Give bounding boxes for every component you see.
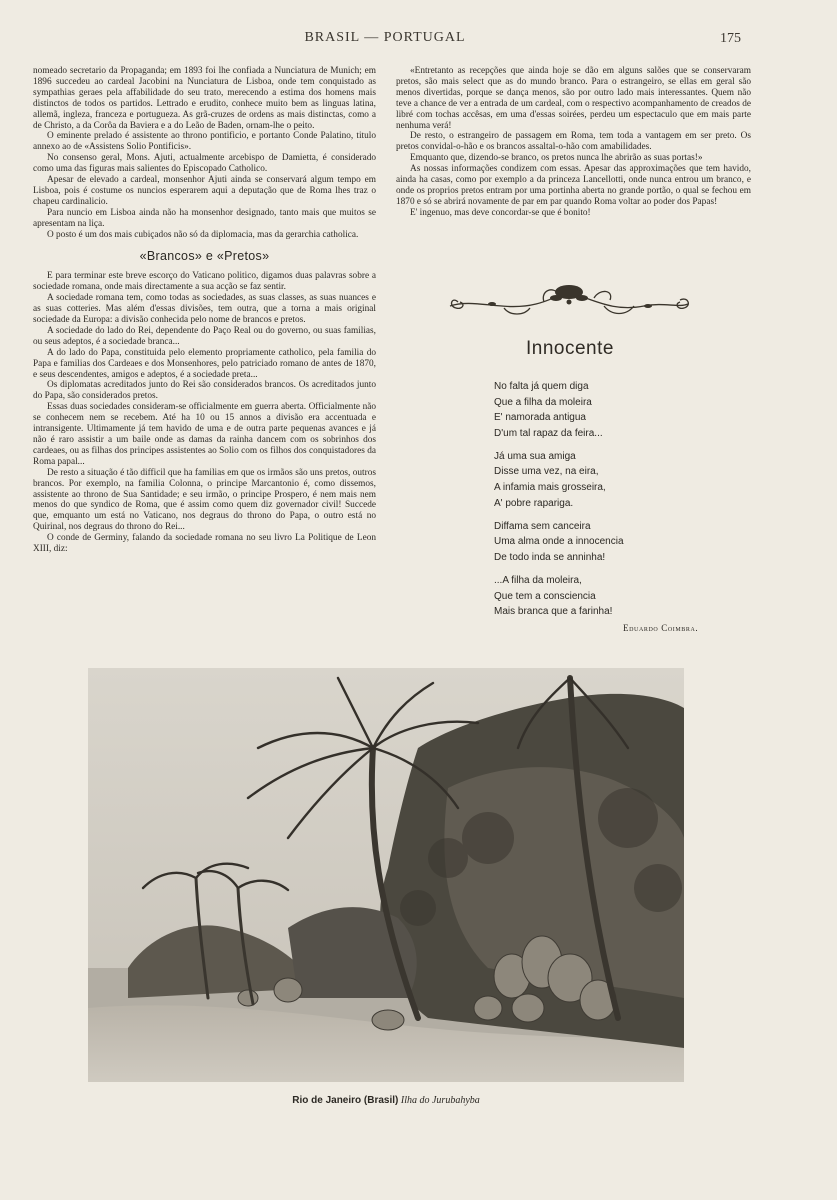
poem-line: A' pobre rapariga. [494,497,574,509]
paragraph: As nossas informações condizem com essas. Apesar das approximações que tem havido, ainda ha casas, como por exemplo a da princeza Lancellotti, onde nunca entrou um branco, e onde os proprios pretos entram por uma portinha aberta no grande portão, o qual se fechou em 1870 e só se abrirá novamente de par em par quando Roma voltar ao poder dos Papas! [396,164,751,207]
paragraph: E para terminar este breve escorço do Vaticano politico, digamos duas palavras sobre a sociedade romana, onde mais directamente a sua acção se faz sentir. [33,271,376,293]
paragraph: E' ingenuo, mas deve concordar-se que é bonito! [410,207,591,218]
paragraph: Essas duas sociedades consideram-se officialmente em guerra aberta. Officialmente não se conhecem nem se recebem. Até ha 10 ou 15 annos a divisão era accentuada e intransigente. Ultimamente já tem havido de uma e de outra parte pequenas avances e já não é raro assistir a um baile onde as damas da rainha dancem com os sobrinhos dos cardeaes, ou as filhas dos principes assistentes ao Solio com os filhos dos conquistadores da Roma papal... [33,402,376,467]
poem-line: A infamia mais grosseira, [494,482,606,494]
paragraph: No consenso geral, Mons. Ajuti, actualmente arcebispo de Damietta, é considerado como uma das figuras mais salientes do Episcopado Catholico. [33,153,376,175]
paragraph: A do lado do Papa, constituida pelo elemento propriamente catholico, pela familia do Papa e familias dos Cardeaes e dos Monsenhores, pelo patriciado romano de antes de 1870, e seus descendentes, amigos e adeptos, é a sociedade preta... [33,347,376,380]
poem-line: Disse uma vez, na eira, [494,466,599,478]
poem-line: Que a filha da moleira [494,396,592,408]
poem-line: D'um tal rapaz da feira... [494,427,603,439]
poem-line: Diffama sem canceira [494,520,591,532]
poem [494,379,734,627]
paragraph: Emquanto que, dizendo-se branco, os pretos nunca lhe abrirão as suas portas!» [410,153,703,164]
section-heading: «Brancos» e «Pretos» [139,248,270,263]
poem-stanza [494,519,734,566]
poem-line: No falta já quem diga [494,381,589,392]
landscape-photo [88,668,684,1082]
poem-stanza [494,449,734,511]
photo-illustration [88,668,684,1082]
paragraph: A sociedade do lado do Rei, dependente do Paço Real ou do governo, ou suas familias, ou seus adeptos, é a sociedade branca... [33,325,376,347]
paragraph: De resto, o estrangeiro de passagem em Roma, tem toda a vantagem em ser preto. Os pretos convidal-o-hão e os brancos assaltal-o-hão com amabilidades. [396,131,751,153]
paragraph: O eminente prelado é assistente ao throno pontificio, e portanto Conde Palatino, titulo annexo ao de «Assistens Solio Pontificis». [33,131,376,153]
left-column [33,66,376,555]
paragraph: O conde de Germiny, falando da sociedade romana no seu livro La Politique de Leon XIII, diz: [33,533,376,555]
paragraph: Apesar de elevado a cardeal, monsenhor Ajuti ainda se conservará algum tempo em Lisboa, pois é costume os nuncios esperarem aqui a deputação que de Roma lhes traz o chapeu cardinalicio. [33,175,376,207]
paragraph: Para nuncio em Lisboa ainda não ha monsenhor designado, tanto mais que muitos se apresentam na liça. [33,207,376,229]
caption-location: Rio de Janeiro (Brasil) [292,1095,399,1106]
right-column [396,66,751,219]
paragraph: Os diplomatas acreditados junto do Rei são considerados brancos. Os acreditados junto do Papa, são considerados pretos. [33,380,376,402]
poem-line: De todo inda se anninha! [494,551,606,563]
poem-author: Eduardo Coimbra. [623,623,699,633]
poem-line: ...A filha da moleira, [494,575,582,587]
photo-caption [0,1095,772,1106]
poem-stanza [494,379,734,441]
running-title: BRASIL — PORTUGAL [304,30,466,45]
paragraph: De resto a situação é tão difficil que ha familias em que os irmãos são uns pretos, outros brancos. Por exemplo, na familia Colonna, o principe Marcantonio é, como dissemos, assistente ao throno de Sua Santidade; e seu irmão, o principe Prospero, é nem mais nem menos do que syndico de Roma, que é assim como quem diz governador civil! Succede que, emquanto um está no Vaticano, nos degraus do throno do Papa, o outro está no Quirinal, nos degraus do throno do Rei... [33,467,376,533]
paragraph: A sociedade romana tem, como todas as sociedades, as suas classes, as suas nuances e as suas cotteries. Mas além d'essas divisões, tem outra, que a torna a mais original sociedade da Europa: a divisão conhecida pelo nome de brancos e pretos. [33,293,376,326]
poem-line: Que tem a consciencia [494,590,596,602]
poem-stanza [494,573,734,620]
poem-title: Innocente [526,338,614,359]
poem-line: Já uma sua amiga [494,450,576,462]
paragraph: O posto é um dos mais cubiçados não só da diplomacia, mas da gerarchia catholica. [47,229,359,240]
running-head [0,30,837,52]
floral-ornament-icon [444,282,694,326]
poem-line: Mais branca que a farinha! [494,606,613,618]
paragraph: nomeado secretario da Propaganda; em 1893 foi lhe confiada a Nunciatura de Munich; em 1896 succedeu ao cardeal Jacobini na Nunciatura de Lisboa, onde tem conquistado as sympathias geraes pela affabilidade do seu trato, merecendo a estima dos homens mais distinctos de todos os partidos. Lettrado e erudito, conhece muito bem as linguas latina, allemã, ingleza, franceza e portugueza. As grã-cruzes de ordens as mais distinctas, como a de Christo, a da Corôa da Baviera e a do Leão de Baden, ornam-lhe o peito. [33,66,376,131]
caption-title: Ilha do Jurubahyba [400,1095,480,1106]
poem-line: Uma alma onde a innocencia [494,536,624,548]
paragraph: «Entretanto as recepções que ainda hoje se dão em alguns salões que se conservaram pretos, são mais select que as do mundo branco. Para o estrangeiro, se ellas em geral são menos divertidas, porque se dança menos, são por outro lado mais interessantes. Quem não teve a chance de ver a entrada de um cardeal, com o respectivo acompanhamento de creados de libré com tochas accêsas, em uma d'essas soirées, perdeu um espectaculo que em mais parte nenhuma verá! [396,66,751,131]
page-number: 175 [720,31,741,46]
poem-line: E' namorada antigua [494,412,586,424]
